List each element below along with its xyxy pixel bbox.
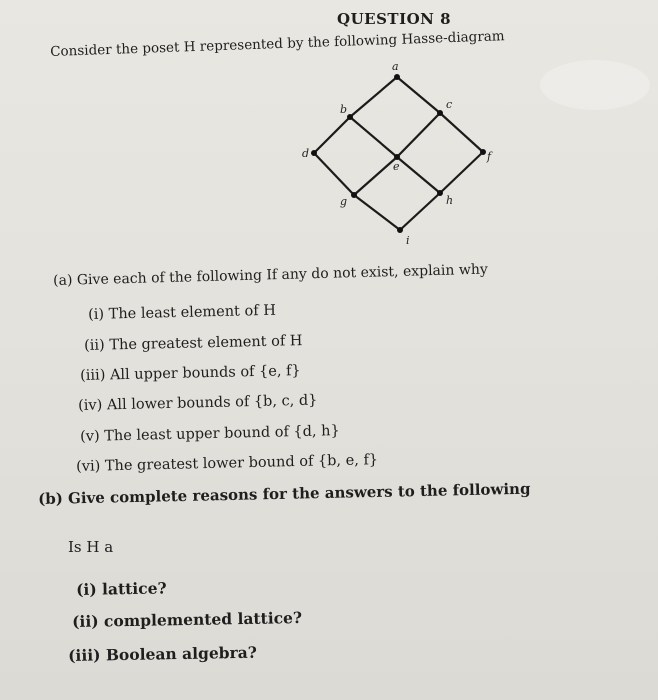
label-b: b <box>340 103 348 116</box>
vertex-f <box>480 149 486 155</box>
part-b-prompt: (b) Give complete reasons for the answers to the following <box>37 479 531 508</box>
edge-d-g <box>314 153 354 195</box>
edge-c-e <box>397 113 440 157</box>
label-a: a <box>392 60 399 73</box>
edge-h-i <box>400 193 440 230</box>
vertex-g <box>351 192 357 198</box>
hasse-diagram <box>300 60 520 250</box>
part-b-item-3: (iii) Boolean algebra? <box>67 642 258 665</box>
label-g: g <box>340 195 348 208</box>
question-title: QUESTION 8 <box>337 10 452 28</box>
label-c: c <box>446 98 453 111</box>
label-i: i <box>406 234 410 247</box>
label-f: f <box>487 150 492 163</box>
vertex-h <box>437 190 443 196</box>
part-a-item-6: (vi) The greatest lower bound of {b, e, f} <box>75 452 379 475</box>
edge-g-i <box>354 195 400 230</box>
part-a-item-4: (iv) All lower bounds of {b, c, d} <box>77 392 318 414</box>
edge-e-g <box>354 157 397 195</box>
label-h: h <box>446 194 454 207</box>
edge-e-h <box>397 157 440 193</box>
part-b-item-2: (ii) complemented lattice? <box>71 607 303 631</box>
vertex-c <box>437 110 443 116</box>
question-intro: Consider the poset H represented by the following Hasse-diagram <box>49 28 505 60</box>
edge-c-f <box>440 113 483 152</box>
vertex-i <box>397 227 403 233</box>
part-a-prompt: (a) Give each of the following If any do not exist, explain why <box>52 261 488 289</box>
glare <box>540 60 650 110</box>
label-e: e <box>393 160 400 173</box>
vertex-d <box>311 150 317 156</box>
part-a-item-2: (ii) The greatest element of H <box>83 333 303 354</box>
part-a-item-3: (iii) All upper bounds of {e, f} <box>79 362 301 384</box>
edge-a-c <box>397 77 440 113</box>
label-d: d <box>302 147 310 160</box>
part-b-lead: Is H a <box>68 538 114 556</box>
part-a-item-5: (v) The least upper bound of {d, h} <box>79 423 340 445</box>
vertex-b <box>347 114 353 120</box>
edge-f-h <box>440 152 483 193</box>
part-a-item-1: (i) The least element of H <box>87 302 277 323</box>
edge-b-d <box>314 117 350 153</box>
edge-a-b <box>350 77 397 117</box>
part-b-item-1: (i) lattice? <box>75 578 167 599</box>
vertex-a <box>394 74 400 80</box>
edge-b-e <box>350 117 397 157</box>
